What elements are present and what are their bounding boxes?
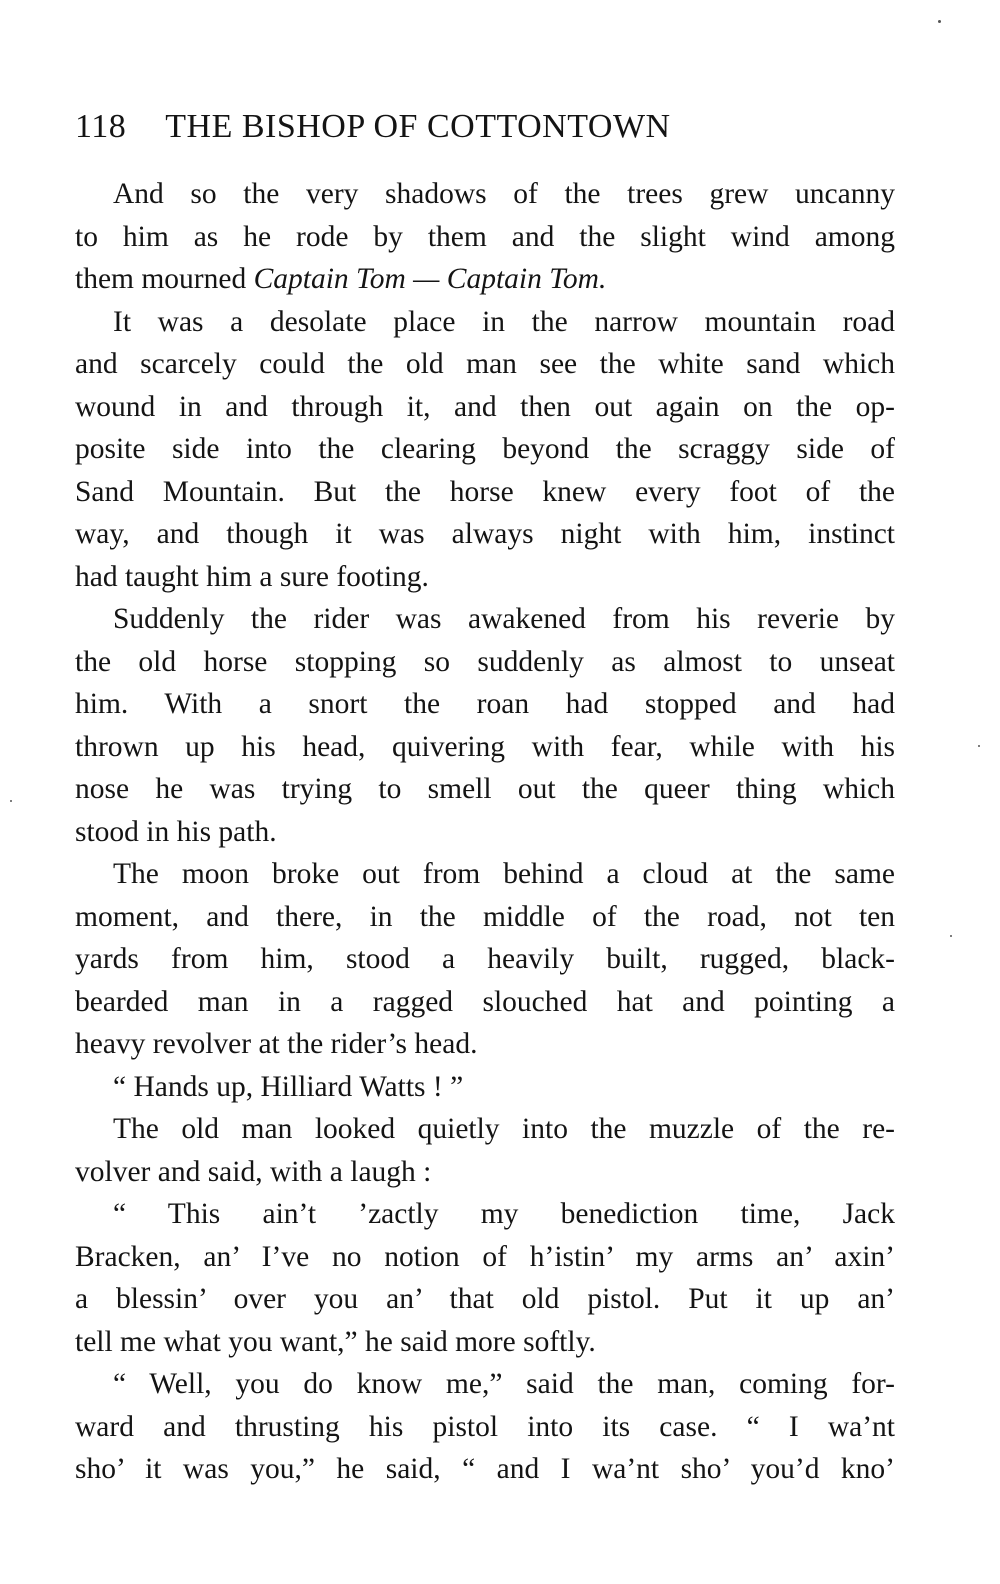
text-line: Bracken, an’ I’ve no notion of h’istin’ my arms an’ axin’ [75,1240,895,1273]
text-line: wound in and through it, and then out again on the op- [75,390,895,423]
text-span: them mourned [75,263,254,295]
running-title: THE BISHOP OF COTTONTOWN [165,108,671,145]
scan-speck [938,20,941,23]
italic-phrase: Captain Tom — Captain Tom. [253,263,607,295]
paragraph-2 [75,301,895,599]
scan-speck [10,800,12,802]
text-line: and scarcely could the old man see the white sand which [75,348,895,380]
text-line: yards from him, stood a heavily built, rugged, black- [75,943,895,975]
page-number: 118 [75,108,127,145]
paragraph-4 [75,853,895,1066]
body-text [75,173,895,1491]
text-line: a blessin’ over you an’ that old pistol. Put it up an’ [75,1283,895,1315]
text-line: moment, and there, in the middle of the road, not ten [75,900,895,933]
text-line: ward and thrusting his pistol into its case. “ I wa’nt [75,1410,895,1443]
text-line: to him as he rode by them and the slight wind among [75,220,895,253]
text-line: Suddenly the rider was awakened from his reverie by [113,603,895,635]
paragraph-8 [75,1363,895,1491]
text-line: way, and though it was always night with him, instinct [75,518,895,550]
text-line: him. With a snort the roan had stopped and had [75,688,895,720]
text-line: volver and said, with a laugh : [75,1155,432,1188]
text-line: The old man looked quietly into the muzzle of the re- [113,1113,895,1145]
paragraph-1 [75,173,895,301]
text-line: stood in his path. [75,815,277,848]
paragraph-6 [75,1108,895,1193]
text-line: It was a desolate place in the narrow mountain road [113,305,895,338]
paragraph-3 [75,598,895,853]
text-line [75,258,895,301]
text-line: The moon broke out from behind a cloud at the same [113,858,895,890]
paragraph-7 [75,1193,895,1363]
scan-speck [950,935,952,937]
text-line: tell me what you want,” he said more softly. [75,1325,596,1358]
text-line: heavy revolver at the rider’s head. [75,1028,478,1060]
text-line: “ Well, you do know me,” said the man, coming for- [113,1368,895,1400]
paragraph-5 [75,1066,895,1109]
text-line: “ This ain’t ’zactly my benediction time, Jack [113,1198,895,1230]
text-line: sho’ it was you,” he said, “ and I wa’nt sho’ you’d kno’ [75,1453,895,1485]
text-line: nose he was trying to smell out the queer thing which [75,773,895,805]
text-line: posite side into the clearing beyond the scraggy side of [75,433,895,465]
text-line: “ Hands up, Hilliard Watts ! ” [113,1070,464,1103]
text-line: had taught him a sure footing. [75,560,429,593]
text-line: bearded man in a ragged slouched hat and pointing a [75,985,895,1018]
text-line: thrown up his head, quivering with fear, while with his [75,730,895,763]
page-header [75,108,895,158]
scan-speck [978,745,980,747]
text-line: And so the very shadows of the trees grew uncanny [113,178,895,210]
text-line: Sand Mountain. But the horse knew every foot of the [75,475,895,508]
text-line: the old horse stopping so suddenly as almost to unseat [75,645,895,678]
